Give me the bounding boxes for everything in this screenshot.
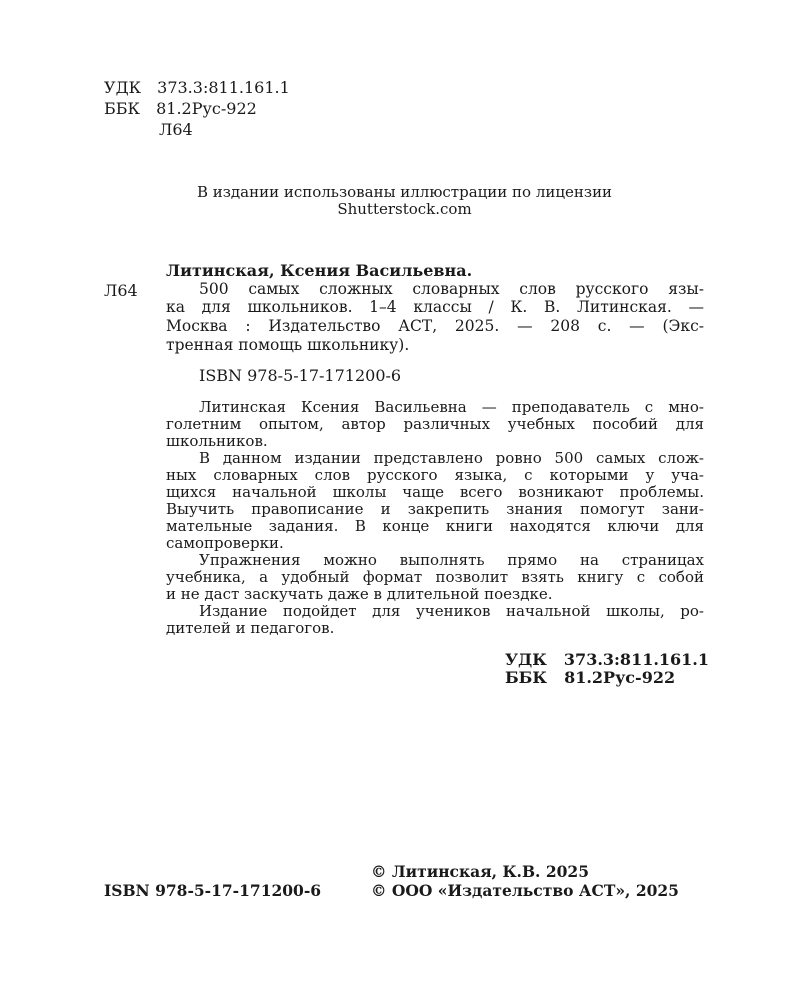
- annotation-line: Издание подойдет для учеников начальной школы, ро-: [199, 602, 704, 620]
- footer-bbk-value: 81.2Рус-922: [564, 668, 676, 687]
- annotation-line: Выучить правописание и закрепить знания помогут зани-: [166, 500, 704, 518]
- annotation-line: дителей и педагогов.: [166, 619, 335, 637]
- license-line-2: Shutterstock.com: [337, 200, 472, 218]
- annotation-line: мательные задания. В конце книги находятся ключи для: [166, 517, 704, 535]
- footer-udk-label: УДК: [505, 650, 547, 669]
- catalog-description-line: Москва : Издательство АСТ, 2025. — 208 с. — (Экс-: [166, 317, 704, 335]
- catalog-description-line: тренная помощь школьнику).: [166, 336, 410, 354]
- footer-bbk-label: ББК: [505, 668, 547, 687]
- copyright-isbn: ISBN 978-5-17-171200-6: [104, 881, 322, 900]
- catalog-author-mark: Л64: [104, 281, 138, 300]
- license-line-1: В издании использованы иллюстрации по лицензии: [196, 183, 613, 201]
- header-udk-label: УДК: [104, 78, 141, 97]
- annotation-line: голетним опытом, автор различных учебных пособий для: [166, 415, 704, 433]
- annotation-line: школьников.: [166, 432, 268, 450]
- header-bbk-value: 81.2Рус-922: [156, 99, 257, 118]
- copyright-author: © Литинская, К.В. 2025: [371, 862, 589, 881]
- annotation-line: В данном издании представлено ровно 500 самых слож-: [199, 449, 704, 467]
- annotation-line: ных словарных слов русского языка, с которыми у уча-: [166, 466, 704, 484]
- header-udk: [104, 79, 290, 97]
- annotation-line: щихся начальной школы чаще всего возникают проблемы.: [166, 483, 704, 501]
- annotation-line: Упражнения можно выполнять прямо на страницах: [199, 551, 704, 569]
- catalog-author-heading: Литинская, Ксения Васильевна.: [166, 261, 473, 280]
- footer-udk: [505, 651, 709, 669]
- copyright-publisher: © ООО «Издательство АСТ», 2025: [371, 881, 679, 900]
- annotation-line: и не даст заскучать даже в длительной поездке.: [166, 585, 553, 603]
- header-bbk-label: ББК: [104, 99, 140, 118]
- catalog-description-line: ка для школьников. 1–4 классы / К. В. Литинская. —: [166, 298, 704, 316]
- header-udk-value: 373.3:811.161.1: [157, 78, 290, 97]
- annotation-line: учебника, а удобный формат позволит взять книгу с собой: [166, 568, 704, 586]
- footer-udk-value: 373.3:811.161.1: [563, 650, 709, 669]
- catalog-description-line: 500 самых сложных словарных слов русского язы-: [199, 280, 704, 298]
- catalog-isbn: ISBN 978-5-17-171200-6: [199, 366, 402, 385]
- header-author-mark: Л64: [159, 120, 193, 139]
- header-bbk: [104, 100, 257, 118]
- annotation-line: Литинская Ксения Васильевна — преподаватель с мно-: [199, 398, 704, 416]
- annotation-line: самопроверки.: [166, 534, 284, 552]
- footer-bbk: [505, 669, 675, 687]
